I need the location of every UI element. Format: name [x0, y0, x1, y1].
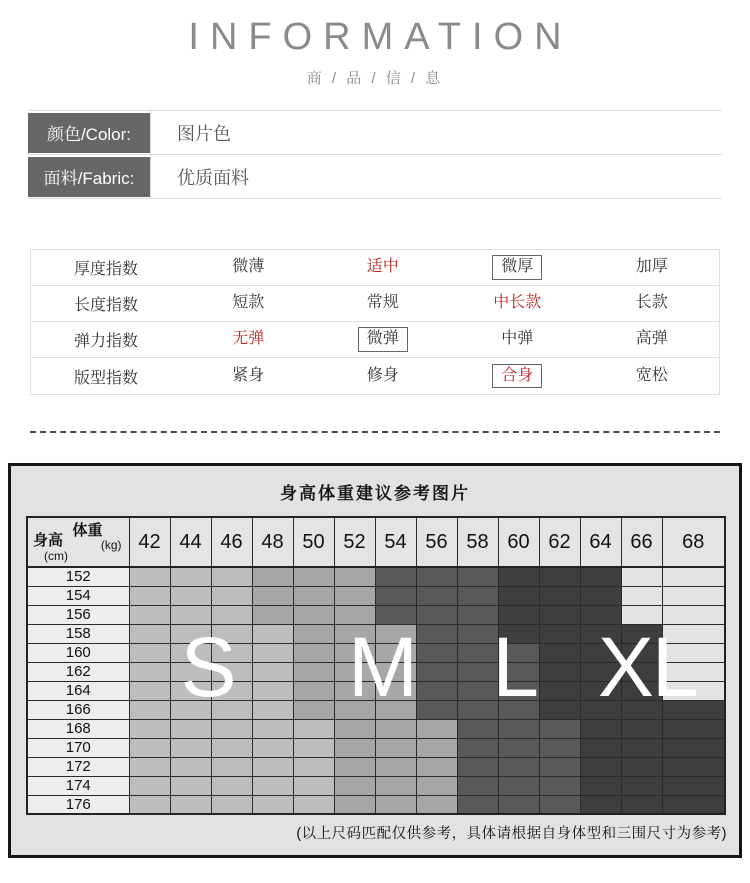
size-grid-row-156: [27, 605, 725, 624]
size-cell-66-154: [621, 586, 662, 605]
size-cell-44-166: [170, 700, 211, 719]
index-option: [585, 329, 720, 350]
index-option-text: 短款: [232, 294, 265, 312]
size-cell-62-160: [539, 643, 580, 662]
size-cell-58-166: [457, 700, 498, 719]
size-cell-60-164: [498, 681, 539, 700]
size-cell-48-168: [252, 719, 293, 738]
weight-header-52: 52: [334, 517, 375, 567]
size-cell-46-152: [211, 567, 252, 586]
size-cell-66-152: [621, 567, 662, 586]
size-cell-44-160: [170, 643, 211, 662]
index-option-text: 合身: [492, 364, 542, 389]
size-cell-60-176: [498, 795, 539, 814]
size-cell-62-166: [539, 700, 580, 719]
size-cell-64-170: [580, 738, 621, 757]
size-cell-52-162: [334, 662, 375, 681]
size-cell-50-164: [293, 681, 334, 700]
size-cell-54-172: [375, 757, 416, 776]
size-cell-60-168: [498, 719, 539, 738]
size-cell-60-172: [498, 757, 539, 776]
size-cell-58-168: [457, 719, 498, 738]
size-letter-m: M: [347, 620, 416, 714]
height-label-166: 166: [27, 700, 129, 719]
index-option: [316, 257, 451, 278]
size-cell-64-166: [580, 700, 621, 719]
size-cell-42-176: [129, 795, 170, 814]
size-cell-68-168: [662, 719, 725, 738]
size-cell-60-158: [498, 624, 539, 643]
size-cell-50-168: [293, 719, 334, 738]
size-cell-58-176: [457, 795, 498, 814]
size-cell-44-158: [170, 624, 211, 643]
size-cell-42-156: [129, 605, 170, 624]
size-cell-54-176: [375, 795, 416, 814]
size-cell-54-156: [375, 605, 416, 624]
height-label-170: 170: [27, 738, 129, 757]
size-cell-48-160: [252, 643, 293, 662]
size-cell-58-170: [457, 738, 498, 757]
size-cell-54-162: [375, 662, 416, 681]
height-label-176: 176: [27, 795, 129, 814]
size-chart-panel: [8, 463, 742, 858]
index-option-text: 中弹: [501, 330, 534, 348]
size-cell-48-176: [252, 795, 293, 814]
corner-cell: [27, 517, 129, 567]
weight-header-64: 64: [580, 517, 621, 567]
color-label: 颜色/Color:: [28, 113, 150, 153]
index-option-text: 微厚: [492, 255, 542, 280]
size-cell-44-156: [170, 605, 211, 624]
size-cell-44-174: [170, 776, 211, 795]
size-grid-row-174: [27, 776, 725, 795]
size-cell-46-158: [211, 624, 252, 643]
size-cell-62-152: [539, 567, 580, 586]
size-cell-52-158: [334, 624, 375, 643]
size-cell-62-176: [539, 795, 580, 814]
size-cell-66-164: [621, 681, 662, 700]
page-header: [0, 0, 750, 88]
size-chart-footnote: (以上尺码匹配仅供参考，具体请根据自身体型和三围尺寸为参考): [296, 826, 727, 842]
size-cell-62-168: [539, 719, 580, 738]
size-cell-42-174: [129, 776, 170, 795]
size-cell-62-170: [539, 738, 580, 757]
size-letter-xl: XL: [597, 620, 697, 714]
height-label-168: 168: [27, 719, 129, 738]
corner-kg-unit: (kg): [100, 538, 122, 552]
size-cell-50-158: [293, 624, 334, 643]
index-option-text: 紧身: [232, 366, 265, 384]
size-grid-row-172: [27, 757, 725, 776]
size-cell-64-152: [580, 567, 621, 586]
size-cell-54-166: [375, 700, 416, 719]
size-grid-row-152: [27, 567, 725, 586]
size-grid-row-166: [27, 700, 725, 719]
index-option: [181, 293, 316, 314]
size-chart-title: 身高体重建议参考图片: [280, 484, 470, 503]
size-grid-row-158: [27, 624, 725, 643]
size-cell-52-176: [334, 795, 375, 814]
size-cell-48-156: [252, 605, 293, 624]
index-option: [316, 293, 451, 314]
size-cell-58-172: [457, 757, 498, 776]
size-chart-table: [26, 516, 726, 815]
index-option: [450, 364, 585, 389]
index-option: [585, 257, 720, 278]
size-cell-68-160: [662, 643, 725, 662]
size-cell-66-156: [621, 605, 662, 624]
index-option-text: 高弹: [635, 330, 668, 348]
size-cell-64-176: [580, 795, 621, 814]
size-cell-62-154: [539, 586, 580, 605]
index-option-text: 宽松: [635, 366, 668, 384]
size-cell-64-160: [580, 643, 621, 662]
index-option-text: 修身: [366, 366, 399, 384]
weight-header-46: 46: [211, 517, 252, 567]
size-cell-52-168: [334, 719, 375, 738]
size-cell-60-152: [498, 567, 539, 586]
size-cell-50-170: [293, 738, 334, 757]
weight-header-62: 62: [539, 517, 580, 567]
size-cell-64-164: [580, 681, 621, 700]
size-cell-66-162: [621, 662, 662, 681]
size-cell-56-160: [416, 643, 457, 662]
size-cell-64-156: [580, 605, 621, 624]
fabric-row: [28, 155, 722, 199]
index-option: [450, 255, 585, 280]
size-cell-58-158: [457, 624, 498, 643]
weight-header-68: 68: [662, 517, 725, 567]
size-cell-46-156: [211, 605, 252, 624]
index-row: [31, 250, 719, 286]
height-label-160: 160: [27, 643, 129, 662]
size-cell-58-164: [457, 681, 498, 700]
size-cell-52-160: [334, 643, 375, 662]
size-cell-68-174: [662, 776, 725, 795]
size-letter-s: S: [180, 620, 235, 714]
index-option-text: 常规: [366, 294, 399, 312]
size-cell-54-170: [375, 738, 416, 757]
size-cell-62-174: [539, 776, 580, 795]
size-cell-54-152: [375, 567, 416, 586]
index-option: [316, 366, 451, 387]
weight-header-58: 58: [457, 517, 498, 567]
size-cell-42-162: [129, 662, 170, 681]
size-cell-66-166: [621, 700, 662, 719]
index-option: [585, 366, 720, 387]
size-cell-54-154: [375, 586, 416, 605]
size-cell-48-164: [252, 681, 293, 700]
size-cell-50-176: [293, 795, 334, 814]
size-grid-header-row: [27, 517, 725, 567]
corner-height-label: 身高: [33, 532, 64, 549]
size-cell-66-160: [621, 643, 662, 662]
size-cell-68-156: [662, 605, 725, 624]
size-cell-44-154: [170, 586, 211, 605]
corner-cm-unit: (cm): [44, 549, 68, 563]
size-cell-42-170: [129, 738, 170, 757]
size-cell-52-172: [334, 757, 375, 776]
size-cell-62-172: [539, 757, 580, 776]
color-value: 图片色: [150, 111, 722, 154]
size-cell-46-162: [211, 662, 252, 681]
size-cell-56-174: [416, 776, 457, 795]
size-cell-50-154: [293, 586, 334, 605]
size-cell-68-162: [662, 662, 725, 681]
page-subtitle: 商 / 品 / 信 / 息: [306, 70, 444, 87]
size-cell-56-172: [416, 757, 457, 776]
size-cell-42-164: [129, 681, 170, 700]
index-option: [585, 293, 720, 314]
size-cell-50-156: [293, 605, 334, 624]
size-chart-table-wrap: [26, 516, 724, 815]
size-cell-64-158: [580, 624, 621, 643]
size-cell-46-166: [211, 700, 252, 719]
size-cell-50-174: [293, 776, 334, 795]
index-option-text: 适中: [366, 258, 399, 276]
size-cell-54-164: [375, 681, 416, 700]
size-cell-46-176: [211, 795, 252, 814]
size-cell-60-154: [498, 586, 539, 605]
product-index-table: [30, 249, 720, 395]
weight-header-50: 50: [293, 517, 334, 567]
index-row-label: 弹力指数: [73, 333, 138, 350]
index-option: [181, 329, 316, 350]
weight-header-56: 56: [416, 517, 457, 567]
size-cell-64-162: [580, 662, 621, 681]
index-option-text: 无弹: [232, 330, 265, 348]
size-cell-58-156: [457, 605, 498, 624]
size-cell-58-174: [457, 776, 498, 795]
size-cell-42-154: [129, 586, 170, 605]
size-cell-60-156: [498, 605, 539, 624]
size-cell-46-164: [211, 681, 252, 700]
size-cell-48-166: [252, 700, 293, 719]
size-cell-66-170: [621, 738, 662, 757]
basic-info-section: [28, 110, 722, 199]
size-cell-54-158: [375, 624, 416, 643]
size-cell-66-174: [621, 776, 662, 795]
index-row-label: 厚度指数: [73, 261, 138, 278]
index-option-text: 中长款: [493, 294, 542, 312]
index-row: [31, 322, 719, 358]
size-cell-44-164: [170, 681, 211, 700]
size-cell-58-160: [457, 643, 498, 662]
height-label-172: 172: [27, 757, 129, 776]
size-cell-68-166: [662, 700, 725, 719]
size-cell-62-164: [539, 681, 580, 700]
index-option-text: 微弹: [358, 327, 408, 352]
index-option: [450, 293, 585, 314]
size-grid-row-176: [27, 795, 725, 814]
size-cell-66-168: [621, 719, 662, 738]
size-cell-44-170: [170, 738, 211, 757]
page-title: INFORMATION: [188, 16, 573, 58]
size-cell-66-176: [621, 795, 662, 814]
height-label-158: 158: [27, 624, 129, 643]
size-cell-52-166: [334, 700, 375, 719]
weight-header-42: 42: [129, 517, 170, 567]
size-cell-46-160: [211, 643, 252, 662]
index-option: [181, 257, 316, 278]
size-cell-60-174: [498, 776, 539, 795]
size-cell-56-156: [416, 605, 457, 624]
size-cell-48-174: [252, 776, 293, 795]
size-cell-66-158: [621, 624, 662, 643]
size-cell-64-174: [580, 776, 621, 795]
size-letter-l: L: [492, 620, 537, 714]
index-option-text: 微薄: [232, 258, 265, 276]
size-cell-56-166: [416, 700, 457, 719]
color-row: [28, 111, 722, 155]
size-cell-56-154: [416, 586, 457, 605]
height-label-156: 156: [27, 605, 129, 624]
size-cell-62-156: [539, 605, 580, 624]
size-cell-56-176: [416, 795, 457, 814]
size-cell-56-162: [416, 662, 457, 681]
index-row-label: 版型指数: [73, 369, 138, 387]
index-row: [31, 358, 719, 394]
size-cell-42-166: [129, 700, 170, 719]
height-label-154: 154: [27, 586, 129, 605]
height-label-162: 162: [27, 662, 129, 681]
size-cell-64-168: [580, 719, 621, 738]
size-cell-48-162: [252, 662, 293, 681]
fabric-value: 优质面料: [150, 155, 722, 198]
size-cell-42-168: [129, 719, 170, 738]
size-cell-44-172: [170, 757, 211, 776]
size-cell-56-164: [416, 681, 457, 700]
size-grid-row-160: [27, 643, 725, 662]
size-cell-48-170: [252, 738, 293, 757]
size-grid-row-168: [27, 719, 725, 738]
size-cell-46-168: [211, 719, 252, 738]
size-cell-50-152: [293, 567, 334, 586]
weight-header-66: 66: [621, 517, 662, 567]
size-cell-56-152: [416, 567, 457, 586]
size-cell-54-168: [375, 719, 416, 738]
fabric-label: 面料/Fabric:: [28, 157, 150, 197]
size-cell-60-170: [498, 738, 539, 757]
size-cell-48-172: [252, 757, 293, 776]
size-cell-42-158: [129, 624, 170, 643]
size-cell-68-154: [662, 586, 725, 605]
size-cell-60-160: [498, 643, 539, 662]
index-option-text: 长款: [635, 294, 668, 312]
size-cell-42-160: [129, 643, 170, 662]
size-cell-62-158: [539, 624, 580, 643]
size-cell-58-162: [457, 662, 498, 681]
size-cell-46-174: [211, 776, 252, 795]
size-cell-66-172: [621, 757, 662, 776]
size-cell-68-172: [662, 757, 725, 776]
size-cell-42-152: [129, 567, 170, 586]
size-cell-56-170: [416, 738, 457, 757]
weight-header-44: 44: [170, 517, 211, 567]
size-cell-64-154: [580, 586, 621, 605]
size-cell-68-164: [662, 681, 725, 700]
size-cell-50-166: [293, 700, 334, 719]
size-cell-68-176: [662, 795, 725, 814]
index-option: [316, 327, 451, 352]
height-label-164: 164: [27, 681, 129, 700]
size-grid-row-170: [27, 738, 725, 757]
weight-header-48: 48: [252, 517, 293, 567]
index-option-text: 加厚: [635, 258, 668, 276]
size-cell-64-172: [580, 757, 621, 776]
weight-header-54: 54: [375, 517, 416, 567]
size-grid-body: [27, 567, 725, 814]
index-row-label: 长度指数: [73, 297, 138, 314]
size-grid-row-162: [27, 662, 725, 681]
size-cell-68-158: [662, 624, 725, 643]
size-cell-60-162: [498, 662, 539, 681]
height-label-174: 174: [27, 776, 129, 795]
size-cell-54-174: [375, 776, 416, 795]
size-cell-50-160: [293, 643, 334, 662]
size-cell-48-152: [252, 567, 293, 586]
size-cell-46-154: [211, 586, 252, 605]
size-cell-68-170: [662, 738, 725, 757]
size-cell-42-172: [129, 757, 170, 776]
size-cell-52-154: [334, 586, 375, 605]
size-cell-44-162: [170, 662, 211, 681]
height-label-152: 152: [27, 567, 129, 586]
index-option: [181, 366, 316, 387]
size-cell-52-164: [334, 681, 375, 700]
size-cell-44-176: [170, 795, 211, 814]
size-cell-58-152: [457, 567, 498, 586]
size-cell-56-158: [416, 624, 457, 643]
size-grid-row-154: [27, 586, 725, 605]
size-cell-46-170: [211, 738, 252, 757]
size-cell-58-154: [457, 586, 498, 605]
size-grid-row-164: [27, 681, 725, 700]
index-row: [31, 286, 719, 322]
size-cell-50-172: [293, 757, 334, 776]
size-cell-52-156: [334, 605, 375, 624]
size-cell-46-172: [211, 757, 252, 776]
size-cell-56-168: [416, 719, 457, 738]
size-cell-48-154: [252, 586, 293, 605]
size-cell-52-174: [334, 776, 375, 795]
size-cell-52-170: [334, 738, 375, 757]
size-cell-48-158: [252, 624, 293, 643]
corner-weight-label: 体重: [72, 522, 103, 539]
size-cell-44-152: [170, 567, 211, 586]
size-cell-52-152: [334, 567, 375, 586]
size-cell-68-152: [662, 567, 725, 586]
size-cell-62-162: [539, 662, 580, 681]
size-cell-50-162: [293, 662, 334, 681]
size-cell-44-168: [170, 719, 211, 738]
index-option: [450, 329, 585, 350]
size-cell-54-160: [375, 643, 416, 662]
dashed-divider: [30, 431, 720, 433]
size-cell-60-166: [498, 700, 539, 719]
weight-header-60: 60: [498, 517, 539, 567]
